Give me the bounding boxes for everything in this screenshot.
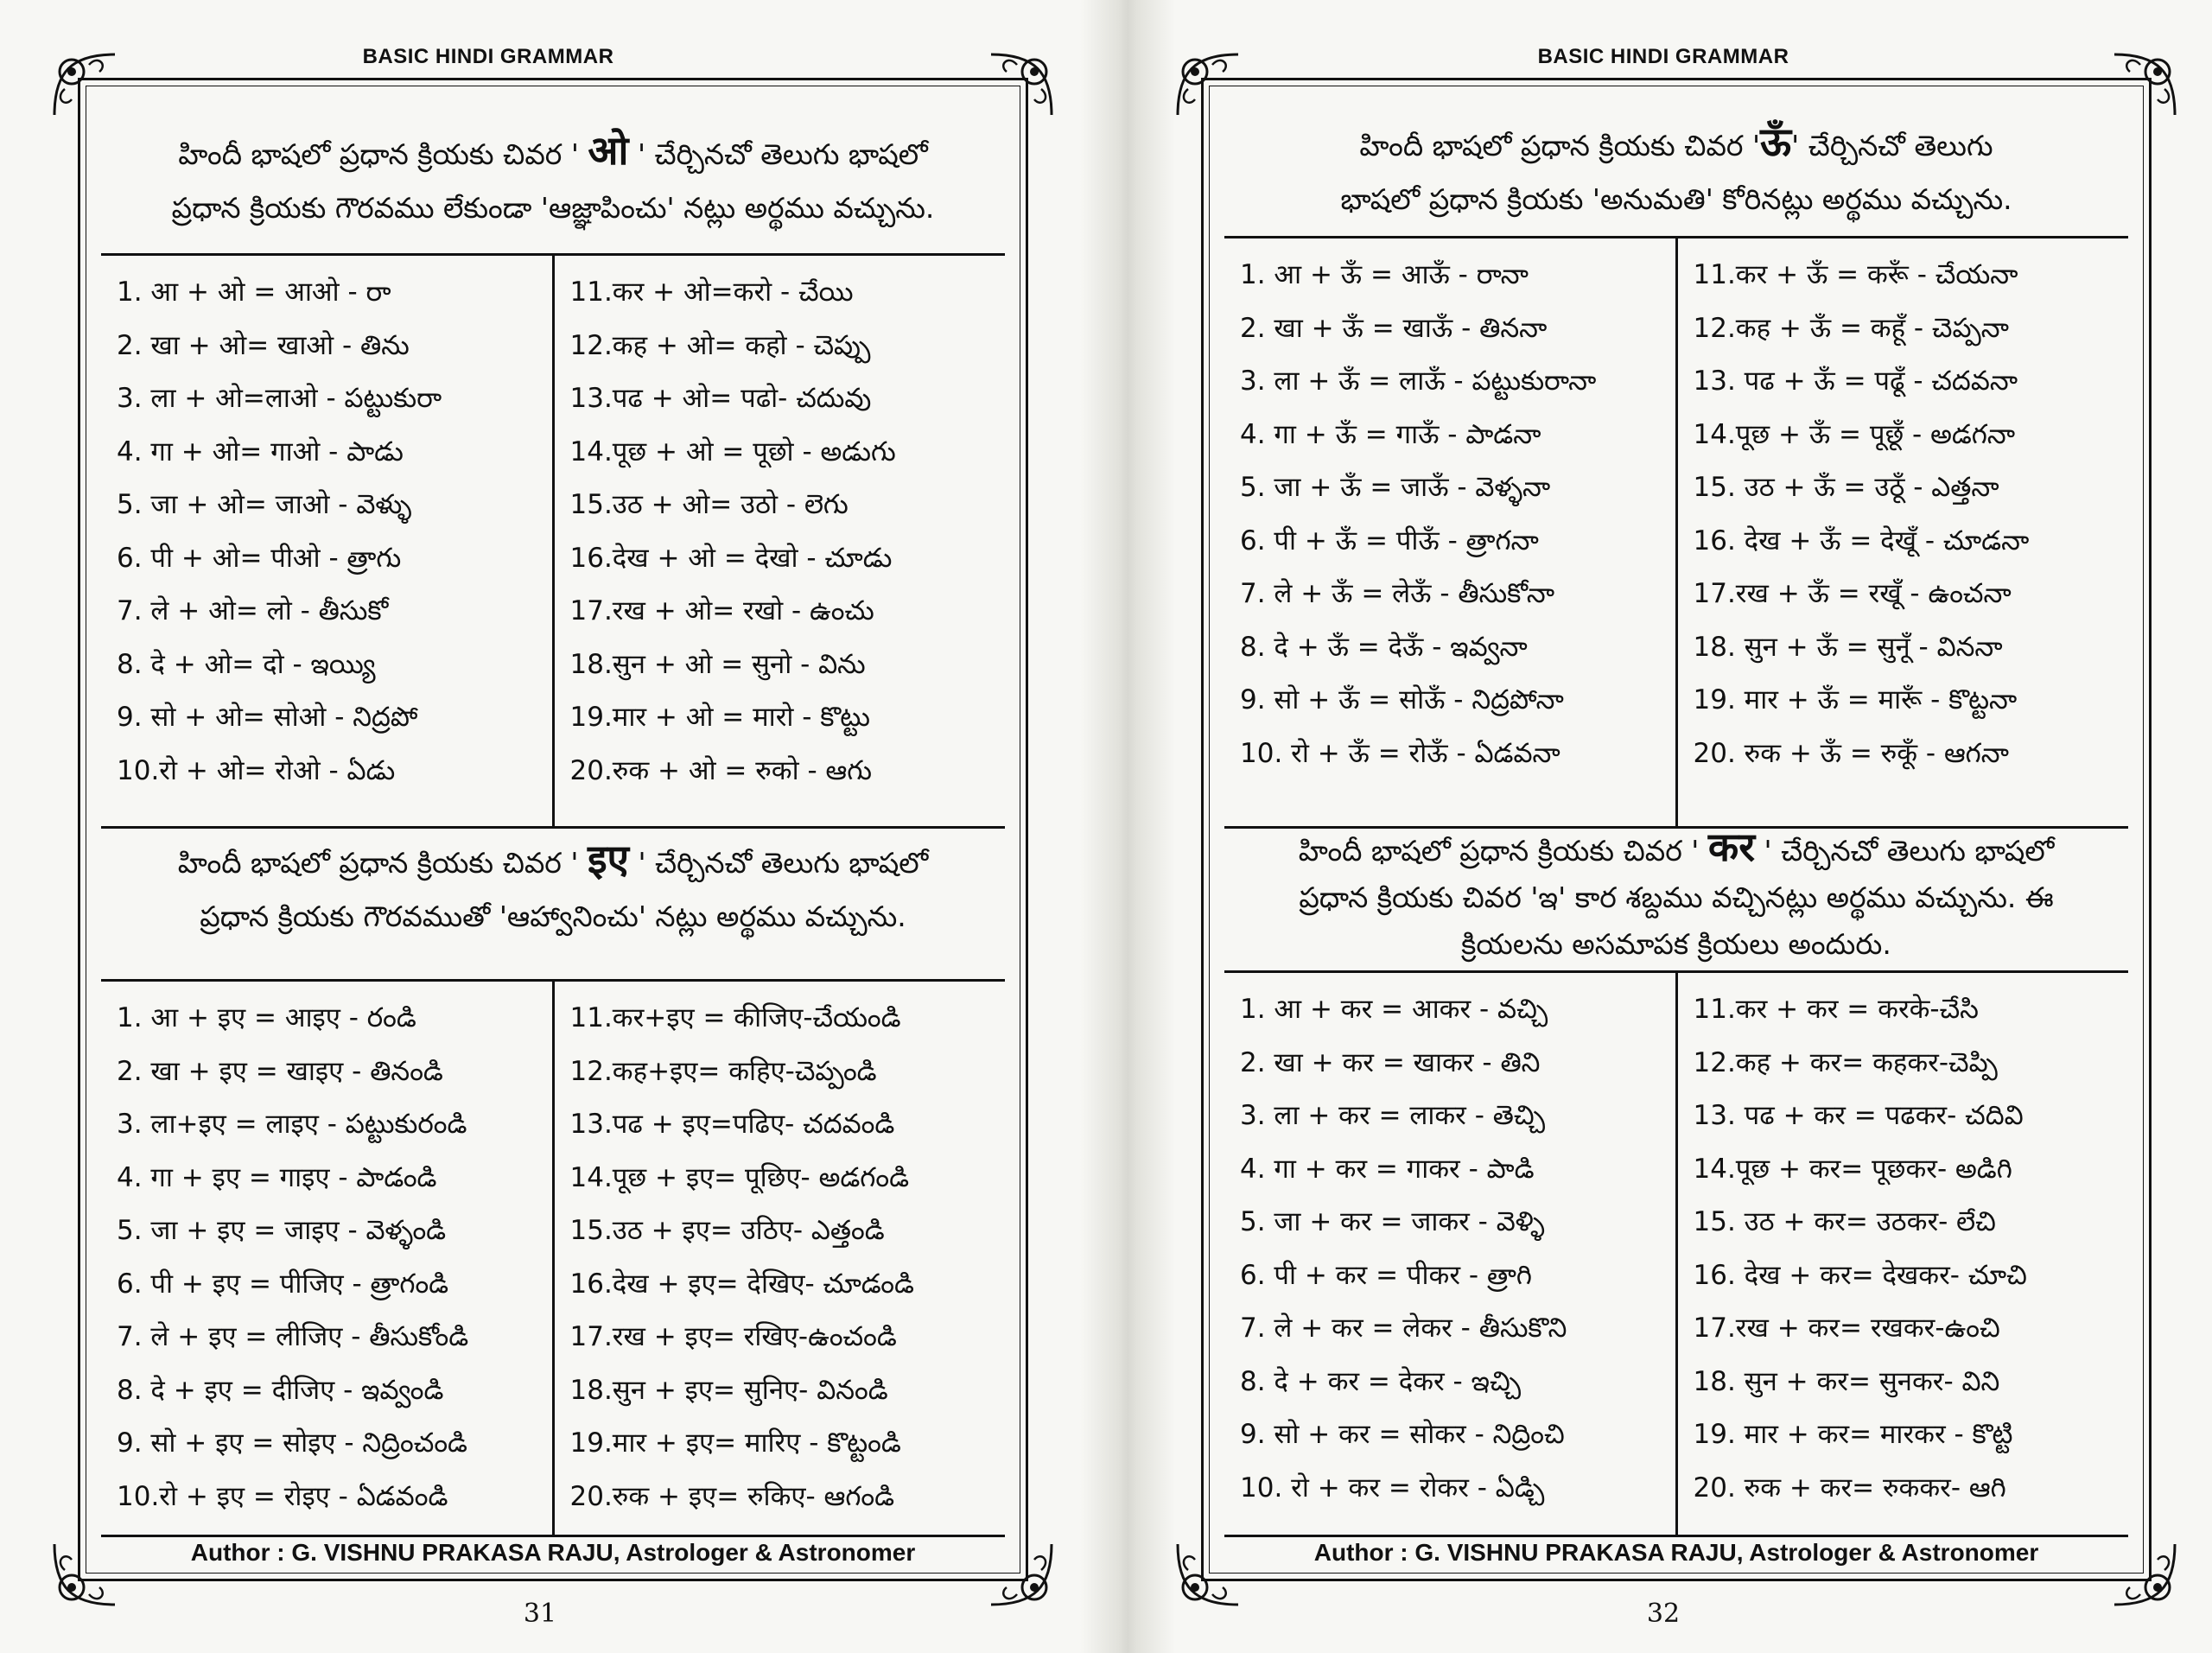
table-row: 6. पी + ऊँ = पीऊँ - త్రాగనా [1240, 525, 1539, 556]
table-row: 13. पढ + ऊँ = पढूँ - చదవనా [1693, 366, 2018, 397]
table-row: 4. गा + इए = गाइए - పాడండి [117, 1161, 437, 1193]
table-row: 6. पी + ओ= पीओ - త్రాగు [117, 542, 402, 574]
table-row: 5. जा + ओ= जाओ - వెళ్ళు [117, 489, 412, 520]
table-row: 13. पढ + कर = पढकर- చదివి [1693, 1100, 2024, 1131]
table-row: 8. दे + ऊँ = देऊँ - ఇవ్వనా [1240, 631, 1528, 663]
intro-line: ప్రధాన క్రియకు చివర 'ఇ' కార శబ్దము వచ్చినట్లు అర్థము వచ్చును. ఈ [1299, 881, 2054, 914]
table-row: 3. ला + ओ=लाओ - పట్టుకురా [117, 383, 442, 414]
table-row: 10.रो + ओ= रोओ - ఏడు [117, 754, 396, 786]
intro-line: ప్రధాన క్రియకు గౌరవము లేకుండా 'ఆజ్ఞాపించు' నట్లు అర్థము వచ్చును. [171, 191, 935, 225]
book-gutter [1080, 0, 1175, 1653]
running-head: BASIC HINDI GRAMMAR [1537, 45, 1789, 68]
table-row: 2. खा + इए = खाइए - తినండి [117, 1055, 443, 1087]
table-row: 5. जा + इए = जाइए - వెళ్ళండి [117, 1215, 447, 1246]
suffix-highlight: कर [1707, 823, 1756, 870]
table-row: 13.पढ + ओ= पढो- చదువు [569, 383, 872, 414]
author-credit: Author : G. VISHNU PRAKASA RAJU, Astrologer & Astronomer [1313, 1539, 2039, 1566]
table-row: 9. सो + ऊँ = सोऊँ - నిద్రపోనా [1240, 684, 1564, 715]
page-number: 32 [1646, 1599, 1681, 1629]
table-column [1678, 238, 2129, 826]
left-page [52, 0, 1028, 1653]
table-row: 3. ला+इए = लाइए - పట్టుకురండి [117, 1109, 467, 1140]
table-row: 8. दे + कर = देकर - ఇచ్చి [1240, 1365, 1522, 1397]
intro-line: భాషలో ప్రధాన క్రియకు 'అనుమతి' కోరినట్లు అర్థము వచ్చును. [1340, 182, 2012, 216]
suffix-highlight: इए [587, 836, 629, 882]
table-column [101, 982, 555, 1535]
ornamental-frame [78, 78, 1028, 1581]
section-intro [1228, 115, 2125, 226]
table-row: 10. रो + कर = रोकर - ఏడ్చి [1240, 1472, 1545, 1504]
table-row: 15.उठ + ओ= उठो - లెగు [569, 489, 849, 520]
table-row: 3. ला + ऊँ = लाऊँ - పట్టుకురానా [1240, 366, 1597, 397]
table-row: 10.रो + इए = रोइए - ఏడవండి [117, 1480, 448, 1512]
table-row: 17.रख + ओ= रखो - ఉంచు [569, 595, 874, 626]
page-number: 31 [523, 1599, 557, 1629]
table-row: 9. सो + ओ= सोओ - నిద్రపో [117, 702, 418, 733]
table-row: 12.कह+इए= कहिए-చెప్పండి [569, 1055, 877, 1087]
table-row: 1. आ + कर = आकर - వచ్చి [1240, 994, 1548, 1025]
table-row: 6. पी + इए = पीजिए - త్రాగండి [117, 1268, 449, 1300]
table-row: 7. ले + कर = लेकर - తీసుకొని [1240, 1313, 1567, 1344]
table-row: 18. सुन + ऊँ = सुनूँ - విననా [1693, 631, 2003, 663]
table-row: 7. ले + इए = लीजिए - తీసుకోండి [117, 1321, 469, 1352]
table-row: 2. खा + ओ= खाओ - తిను [117, 329, 410, 361]
table-row: 1. आ + ऊँ = आऊँ - రానా [1240, 259, 1529, 290]
conjugation-table [1224, 236, 2128, 829]
table-row: 17.रख + कर= रखकर-ఉంచి [1693, 1313, 2000, 1344]
suffix-highlight: ऊँ [1760, 118, 1792, 165]
table-row: 8. दे + ओ= दो - ఇయ్యి [117, 648, 376, 680]
table-row: 12.कह + ऊँ = कहूँ - చెప్పనా [1693, 312, 2009, 344]
table-row: 20.रुक + ओ = रुको - ఆగు [569, 754, 873, 786]
author-credit: Author : G. VISHNU PRAKASA RAJU, Astrologer & Astronomer [190, 1539, 916, 1566]
table-row: 10. रो + ऊँ = रोऊँ - ఏడవనా [1240, 737, 1560, 769]
ornament-corner-icon [2106, 46, 2183, 124]
conjugation-table [101, 253, 1005, 829]
intro-line: హిందీ భాషలో ప్రధాన క్రియకు చివర 'ऊँ' చేర్చినచో తెలుగు [1359, 118, 1993, 165]
table-column [1678, 973, 2129, 1535]
right-page [1175, 0, 2152, 1653]
section-intro [105, 124, 1001, 235]
table-column [1224, 973, 1678, 1535]
ornament-corner-icon [46, 46, 124, 124]
table-row: 11.कर + कर = करके-చేసి [1693, 994, 1979, 1025]
table-row: 20. रुक + कर= रुककर- ఆగి [1693, 1472, 2006, 1504]
table-column [555, 982, 1006, 1535]
table-row: 18.सुन + इए= सुनिए- వినండి [569, 1374, 888, 1406]
table-row: 9. सो + इए = सोइए - నిద్రించండి [117, 1427, 467, 1459]
table-row: 14.पूछ + ऊँ = पूछूँ - అడగనా [1693, 418, 2016, 450]
table-row: 15. उठ + कर= उठकर- లేచి [1693, 1206, 1996, 1237]
table-column [1224, 238, 1678, 826]
table-row: 4. गा + कर = गाकर - పాడి [1240, 1153, 1535, 1185]
table-row: 15. उठ + ऊँ = उठूँ - ఎత్తనా [1693, 472, 1999, 503]
table-row: 15.उठ + इए= उठिए- ఎత్తండి [569, 1215, 885, 1246]
table-row: 6. पी + कर = पीकर - త్రాగి [1240, 1259, 1532, 1291]
table-row: 18.सुन + ओ = सुनो - విను [569, 648, 866, 680]
table-row: 2. खा + ऊँ = खाऊँ - తిననా [1240, 312, 1548, 344]
ornamental-frame [1201, 78, 2152, 1581]
table-row: 17.रख + ऊँ = रखूँ - ఉంచనా [1693, 578, 2012, 609]
table-row: 19.मार + इए= मारिए - కొట్టండి [569, 1427, 901, 1459]
table-row: 4. गा + ऊँ = गाऊँ - పాడనా [1240, 418, 1541, 450]
table-row: 19. मार + कर= मारकर - కొట్టి [1693, 1419, 2013, 1450]
intro-line: క్రియలను అసమాపక క్రియలు అందురు. [1461, 927, 1891, 961]
table-row: 16. देख + ऊँ = देखूँ - చూడనా [1693, 525, 2030, 556]
table-row: 13.पढ + इए=पढिए- చదవండి [569, 1109, 895, 1140]
table-row: 17.रख + इए= रखिए-ఉంచండి [569, 1321, 897, 1352]
table-row: 18. सुन + कर= सुनकर- విని [1693, 1365, 2000, 1397]
table-row: 1. आ + इए = आइए - రండి [117, 1002, 416, 1033]
table-row: 16. देख + कर= देखकर- చూచి [1693, 1259, 2027, 1291]
table-row: 11.कर+इए = कीजिए-చేయండి [569, 1002, 901, 1033]
table-row: 12.कह + ओ= कहो - చెప్పు [569, 329, 871, 361]
section-intro [105, 832, 1001, 944]
table-row: 9. सो + कर = सोकर - నిద్రించి [1240, 1419, 1565, 1450]
intro-line: హిందీ భాషలో ప్రధాన క్రియకు చివర ' कर ' చేర్చినచో తెలుగు భాషలో [1298, 823, 2055, 870]
conjugation-table [1224, 970, 2128, 1537]
table-row: 2. खा + कर = खाकर - తిని [1240, 1046, 1541, 1078]
table-row: 11.कर + ऊँ = करूँ - చేయనా [1693, 259, 2018, 290]
table-row: 3. ला + कर = लाकर - తెచ్చి [1240, 1100, 1546, 1131]
suffix-highlight: ओ [588, 127, 629, 174]
table-row: 11.कर + ओ=करो - చేయి [569, 277, 854, 308]
table-row: 19. मार + ऊँ = मारूँ - కొట్టనా [1693, 684, 2018, 715]
section-intro [1228, 823, 2125, 968]
table-column [555, 256, 1006, 826]
table-row: 20. रुक + ऊँ = रुकूँ - ఆగనా [1693, 737, 2009, 769]
table-row: 4. गा + ओ= गाओ - పాడు [117, 436, 404, 467]
table-row: 7. ले + ओ= लो - తీసుకో [117, 595, 389, 626]
table-row: 14.पूछ + इए= पूछिए- అడగండి [569, 1161, 910, 1193]
table-row: 12.कह + कर= कहकर-చెప్పి [1693, 1046, 1998, 1078]
intro-line: హిందీ భాషలో ప్రధాన క్రియకు చివర ' ओ ' చేర్చినచో తెలుగు భాషలో [178, 127, 928, 174]
table-row: 14.पूछ + ओ = पूछो - అడుగు [569, 436, 896, 467]
table-column [101, 256, 555, 826]
conjugation-table [101, 979, 1005, 1537]
table-row: 19.मार + ओ = मारो - కొట్టు [569, 702, 870, 733]
ornament-corner-icon [1169, 46, 1247, 124]
table-row: 5. जा + ऊँ = जाऊँ - వెళ్ళనా [1240, 472, 1551, 503]
table-row: 20.रुक + इए= रुकिए- ఆగండి [569, 1480, 895, 1512]
table-row: 14.पूछ + कर= पूछकर- అడిగి [1693, 1153, 2012, 1185]
table-row: 8. दे + इए = दीजिए - ఇవ్వండి [117, 1374, 444, 1406]
table-row: 7. ले + ऊँ = लेऊँ - తీసుకోనా [1240, 578, 1555, 609]
ornament-corner-icon [982, 46, 1060, 124]
table-row: 5. जा + कर = जाकर - వెళ్ళి [1240, 1206, 1545, 1237]
table-row: 16.देख + इए= देखिए- చూడండి [569, 1268, 914, 1300]
intro-line: ప్రధాన క్రియకు గౌరవముతో 'ఆహ్వానించు' నట్లు అర్థము వచ్చును. [200, 900, 906, 933]
intro-line: హిందీ భాషలో ప్రధాన క్రియకు చివర ' इए ' చేర్చినచో తెలుగు భాషలో [177, 836, 929, 882]
table-row: 16.देख + ओ = देखो - చూడు [569, 542, 893, 574]
running-head: BASIC HINDI GRAMMAR [362, 45, 614, 68]
table-row: 1. आ + ओ = आओ - రా [117, 277, 391, 308]
